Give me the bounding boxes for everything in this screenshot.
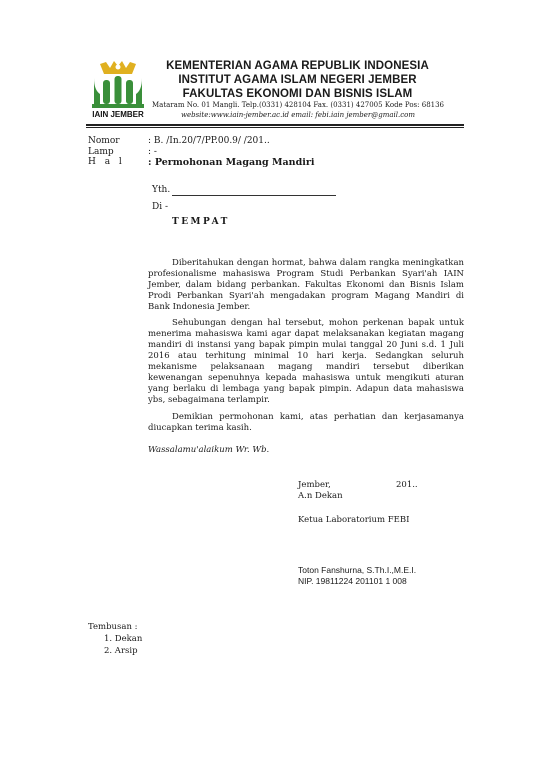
lamp-label: Lamp <box>88 147 114 157</box>
recipient-salutation: Yth. <box>152 185 171 195</box>
body-paragraph <box>148 412 464 434</box>
header-divider-thick <box>86 124 464 126</box>
cc-item: 2. Arsip <box>104 646 138 656</box>
signature-on-behalf: A.n Dekan <box>298 491 343 501</box>
faculty-title: FAKULTAS EKONOMI DAN BISNIS ISLAM <box>182 88 413 100</box>
hal-label: H a l <box>88 157 125 167</box>
signature-name: Toton Fanshurna, S.Th.I.,M.E.I. <box>298 565 417 575</box>
nomor-value: : B. /In.20/7/PP.00.9/ /201.. <box>148 136 270 146</box>
body-paragraph <box>148 258 464 313</box>
address-line: Mataram No. 01 Mangli. Telp.(0331) 428104 Fax. (0331) 427005 Kode Pos: 68136 <box>151 101 445 109</box>
paragraph-text: Diberitahukan dengan hormat, bahwa dalam rangka meningkatkan profesionalisme mahasiswa Program Studi Perbankan Syari'ah IAIN Jember, dalam bidang perbankan. Fakultas Ekonomi dan Bisnis Islam Prodi Perbankan Syari'ah mengadakan program Magang Mandiri di Bank Indonesia Jember. <box>148 258 464 312</box>
ministry-title: KEMENTERIAN AGAMA REPUBLIK INDONESIA <box>166 60 429 72</box>
institute-title: INSTITUT AGAMA ISLAM NEGERI JEMBER <box>178 74 417 86</box>
cc-item: 1. Dekan <box>104 634 143 644</box>
header-divider-thin <box>86 127 464 128</box>
logo-caption: IAIN JEMBER <box>92 110 144 119</box>
lamp-value: : - <box>148 147 157 157</box>
recipient-blank-line <box>172 195 336 196</box>
contact-line: website:www.iain-jember.ac.id email: febi.iain jember@gmail.com <box>180 111 416 119</box>
iain-jember-logo <box>88 60 148 124</box>
signature-title: Ketua Laboratorium FEBI <box>298 515 410 525</box>
signature-place: Jember, <box>298 480 331 490</box>
closing-greeting: Wassalamu'alaikum Wr. Wb. <box>148 445 270 455</box>
nomor-label: Nomor <box>88 136 120 146</box>
paragraph-text: Demikian permohonan kami, atas perhatian dan kerjasamanya diucapkan terima kasih. <box>148 412 464 433</box>
cc-label: Tembusan : <box>88 622 138 632</box>
body-paragraph <box>148 318 464 406</box>
paragraph-text: Sehubungan dengan hal tersebut, mohon perkenan bapak untuk menerima mahasiswa kami agar dapat melaksanakan kegiatan magang mandiri di instansi yang bapak pimpin mulai tanggal 20 Juni s.d. 1 Juli 2016 atau terhitung minimal 10 hari kerja. Sedangkan seluruh mekanisme pelaksanaan magang mandiri tersebut diberikan kewenangan sepenuhnya kepada mahasiswa untuk mengikuti aturan yang berlaku di lembaga yang bapak pimpin. Adapun data mahasiswa ybs, sebagaimana terlampir. <box>148 318 464 405</box>
hal-value: : Permohonan Magang Mandiri <box>148 157 315 168</box>
signature-nip: NIP. 19811224 201101 1 008 <box>298 576 407 586</box>
signature-date: 201.. <box>396 480 418 490</box>
recipient-place: TEMPAT <box>172 217 230 227</box>
recipient-di: Di - <box>152 202 168 212</box>
